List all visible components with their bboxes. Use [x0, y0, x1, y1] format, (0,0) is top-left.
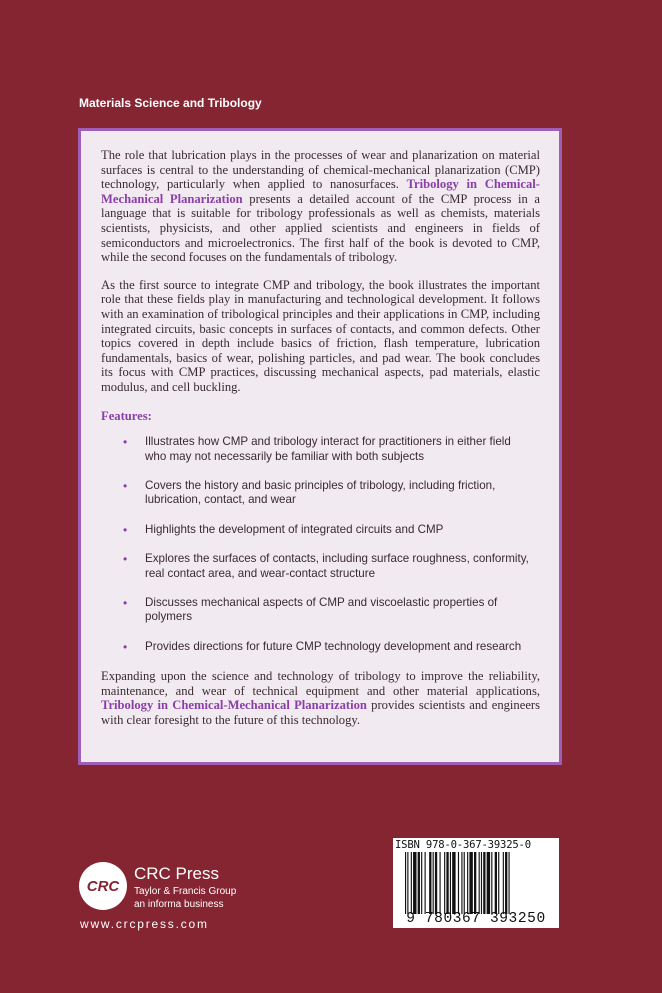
bullet-icon: •	[123, 522, 128, 537]
feature-item	[101, 640, 540, 654]
feature-text: Explores the surfaces of contacts, including surface roughness, conformity, real contact area, and wear-contact structure	[145, 552, 529, 580]
barcode-bar	[444, 852, 445, 914]
barcode-bar	[429, 852, 431, 914]
barcode-bar	[491, 852, 492, 914]
barcode-bar	[487, 852, 490, 914]
blurb-paragraph-1	[101, 148, 540, 265]
barcode-bar	[450, 852, 451, 914]
publisher-name: CRC Press	[134, 864, 220, 883]
blurb-paragraph-1-intro: The role that lubrication plays in the processes of wear and planarization on material surfaces is central to the understanding of chemical-mechanical planarization (CMP) technology, particularly when applied to nanosurfaces.	[101, 148, 540, 192]
feature-item	[101, 596, 540, 625]
isbn-barcode	[393, 838, 559, 928]
publisher-website: www.crcpress.com	[80, 917, 209, 931]
barcode-digits: 9 780367 393250	[406, 911, 546, 927]
barcode-bar	[495, 852, 497, 914]
barcode-bar	[405, 852, 406, 914]
features-list	[101, 435, 540, 654]
blurb-closing-paragraph	[101, 669, 540, 727]
barcode-bars	[405, 852, 551, 914]
barcode-bar	[481, 852, 482, 914]
barcode-bar	[446, 852, 448, 914]
book-title-highlight: Tribology in Chemical-Mechanical Planarization	[101, 698, 367, 713]
feature-text: Covers the history and basic principles of tribology, including friction, lubrication, contact, and wear	[145, 478, 496, 507]
feature-text: Highlights the development of integrated circuits and CMP	[145, 522, 444, 536]
publisher-block	[134, 865, 236, 911]
barcode-bar	[435, 852, 437, 914]
feature-item	[101, 552, 540, 581]
bullet-icon: •	[123, 478, 128, 493]
closing-intro: Expanding upon the science and technology of tribology to improve the reliability, maintenance, and wear of technical equipment and other material applications,	[101, 669, 540, 698]
blurb-paragraph-2: As the first source to integrate CMP and tribology, the book illustrates the important role that these fields play in manufacturing and technological development. It follows with an examination of tribological principles and their applications in CMP, including integrated circuits, basic concepts in surfaces of contacts, and common defects. Other topics covered in depth include basics of friction, flash temperature, lubrication fundamentals, basics of wear, polishing particles, and pad wear. The book concludes its focus with CMP practices, discussing mechanical aspects, pad materials, elastic modulus, and cell buckling.	[101, 277, 540, 394]
closing-rest: provides scientists and engineers with clear foresight to the future of this technology.	[101, 698, 541, 727]
isbn-label: ISBN 978-0-367-39325-0	[395, 839, 531, 851]
barcode-bar	[421, 852, 422, 914]
barcode-bar	[464, 852, 465, 914]
barcode-bar	[413, 852, 416, 914]
barcode-bar	[407, 852, 408, 914]
barcode-bar	[469, 852, 472, 914]
barcode-bar	[418, 852, 420, 914]
features-heading: Features:	[101, 408, 152, 423]
book-title-highlight: Tribology in Chemical-Mechanical Planarization	[101, 177, 540, 206]
barcode-bar	[461, 852, 462, 914]
bullet-icon: •	[123, 595, 128, 610]
barcode-bar	[503, 852, 504, 914]
crc-logo-text: CRC	[86, 877, 120, 895]
back-cover-blurb	[78, 128, 562, 765]
feature-item	[101, 435, 540, 464]
barcode-bar	[479, 852, 480, 914]
feature-item	[101, 523, 540, 537]
barcode-bar	[474, 852, 476, 914]
barcode-bar	[425, 852, 426, 914]
barcode-bar	[440, 852, 441, 914]
barcode-bar	[411, 852, 412, 914]
barcode-bar	[433, 852, 434, 914]
publisher-group: Taylor & Francis Group	[134, 886, 237, 897]
bullet-icon: •	[123, 435, 128, 450]
barcode-bar	[509, 852, 510, 914]
publisher-business: an informa business	[134, 899, 224, 910]
bullet-icon: •	[123, 552, 128, 567]
feature-item	[101, 479, 540, 508]
blurb-paragraph-1-rest: presents a detailed account of the CMP process in a language that is suitable for tribology professionals as well as chemists, materials scientists, physicists, and other applied scientists and engineers in fields of semiconductors and microelectronics. The first half of the book is devoted to CMP, while the second focuses on the fundamentals of tribology.	[101, 191, 540, 265]
feature-text: Provides directions for future CMP technology development and research	[145, 639, 522, 653]
barcode-bar	[505, 852, 507, 914]
feature-text: Discusses mechanical aspects of CMP and viscoelastic properties of polymers	[145, 595, 498, 624]
barcode-bar	[498, 852, 499, 914]
barcode-bar	[452, 852, 455, 914]
barcode-bar	[467, 852, 468, 914]
bullet-icon: •	[123, 639, 128, 654]
feature-text: Illustrates how CMP and tribology interact for practitioners in either field who may not necessarily be familiar with both subjects	[145, 435, 511, 463]
series-title: Materials Science and Tribology	[79, 96, 262, 110]
barcode-bar	[483, 852, 485, 914]
crc-logo-icon	[79, 862, 127, 910]
barcode-bar	[458, 852, 459, 914]
